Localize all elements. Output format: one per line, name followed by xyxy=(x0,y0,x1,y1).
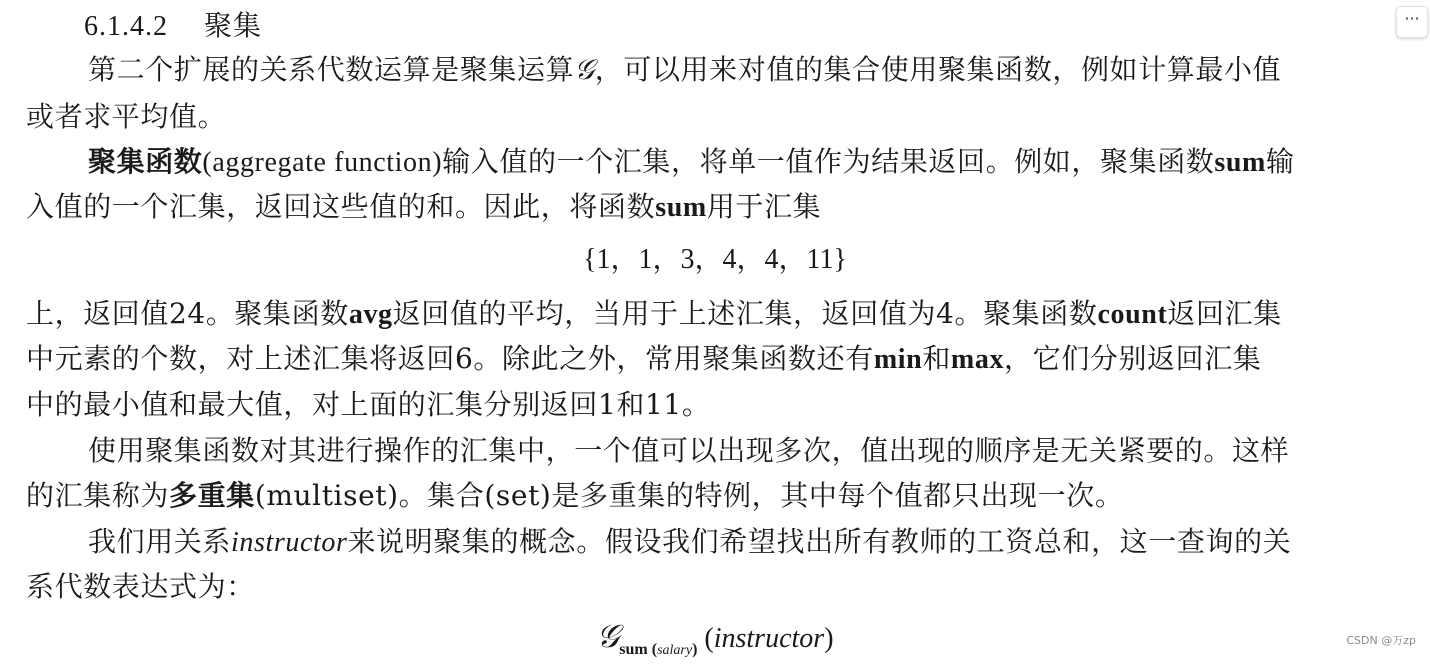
aggregate-formula: 𝒢$_{sum (salary)}$ (instructor) xyxy=(596,618,834,658)
text-run: 我们用关系 xyxy=(88,525,232,558)
paragraph-5-line-1 xyxy=(88,522,1291,563)
text-run: ，可以用来对值的集合使用聚集函数，例如计算最小值 xyxy=(594,53,1282,86)
text-run: 上，返回值24。聚集函数 xyxy=(26,297,349,330)
paragraph-2-line-1 xyxy=(88,142,1295,183)
term-aggregate-function: 聚集函数 xyxy=(88,145,203,178)
text-run: 入值的一个汇集，返回这些值的和。因此，将函数 xyxy=(26,190,656,223)
text-run: 输入值的一个汇集，将单一值作为结果返回。例如，聚集函数 xyxy=(442,145,1215,178)
paragraph-3-line-1 xyxy=(26,294,1282,335)
more-options-button[interactable]: ··· xyxy=(1396,6,1428,38)
text-run: 和 xyxy=(922,342,951,375)
text-run: 中的最小值和最大值，对上面的汇集分别返回1和11。 xyxy=(26,388,711,421)
paragraph-1-line-1 xyxy=(88,50,1281,91)
text-run: 系代数表达式为： xyxy=(26,570,255,603)
aggregate-operator-symbol: 𝒢 xyxy=(596,618,620,654)
keyword-sum: sum xyxy=(655,192,707,223)
relation-name: instructor xyxy=(231,527,348,558)
text-run: ，它们分别返回汇集 xyxy=(1004,342,1262,375)
subscript-attribute: salary xyxy=(657,642,693,658)
text-run: 中元素的个数，对上述汇集将返回6。除此之外，常用聚集函数还有 xyxy=(26,342,874,375)
watermark: CSDN @万zp xyxy=(1346,634,1416,647)
formula-argument: instructor xyxy=(713,623,825,654)
keyword-count: count xyxy=(1097,299,1168,330)
subscript-function: sum xyxy=(619,640,648,658)
paragraph-3-line-2 xyxy=(26,339,1261,380)
text-run: 使用聚集函数对其进行操作的汇集中，一个值可以出现多次，值出现的顺序是无关紧要的。这样 xyxy=(88,434,1290,467)
text-run: 返回值的平均，当用于上述汇集，返回值为4。聚集函数 xyxy=(392,297,1098,330)
text-run: 来说明聚集的概念。假设我们希望找出所有教师的工资总和，这一查询的关 xyxy=(347,525,1292,558)
text-run: 用于汇集 xyxy=(706,190,822,223)
paragraph-4-line-2 xyxy=(26,476,1123,516)
paragraph-2-line-2 xyxy=(26,187,821,228)
paragraph-5-line-2 xyxy=(26,567,255,607)
keyword-avg: avg xyxy=(348,299,393,330)
text-run: 的汇集称为 xyxy=(26,479,170,512)
term-multiset: 多重集 xyxy=(169,479,255,512)
section-heading xyxy=(84,6,262,47)
set-expression: {1，1，3，4，4，11} xyxy=(583,244,847,275)
aggregate-operator-symbol: 𝒢 xyxy=(574,55,595,86)
section-title: 聚集 xyxy=(204,9,263,42)
text-run: (aggregate function) xyxy=(202,147,443,178)
keyword-max: max xyxy=(950,344,1005,375)
formula-subscript: sum (salary) xyxy=(619,640,698,658)
paragraph-4-line-1 xyxy=(88,431,1289,471)
text-run: (multiset)。集合(set)是多重集的特例，其中每个值都只出现一次。 xyxy=(254,479,1124,512)
paragraph-1-line-2 xyxy=(26,97,226,137)
keyword-min: min xyxy=(873,344,923,375)
keyword-sum: sum xyxy=(1214,147,1266,178)
section-number: 6.1.4.2 xyxy=(84,11,168,42)
text-run: 第二个扩展的关系代数运算是聚集运算 xyxy=(88,53,575,86)
text-run: 或者求平均值。 xyxy=(26,100,227,133)
paragraph-3-line-3 xyxy=(26,385,710,425)
text-run: 输 xyxy=(1265,145,1295,178)
text-run: 返回汇集 xyxy=(1167,297,1282,330)
